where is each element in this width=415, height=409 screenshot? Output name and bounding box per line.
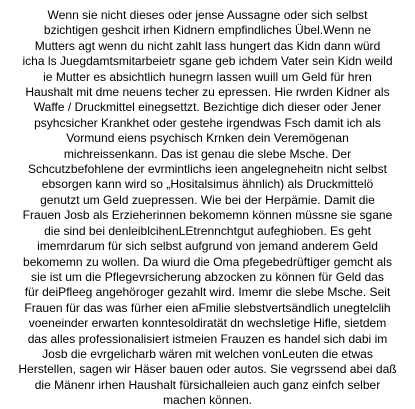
text-line: michreissenkann. Das ist genau die slebe Msche. Der [63, 146, 352, 161]
text-line: sie ist um die Pflegevrsicherung abzocken zu können für Geld das [31, 269, 384, 284]
text-line: voeneinder erwarten konntesoldiratät dn wechsletige Hifle, sietdem [28, 316, 387, 331]
text-line: bekomemn zu wollen. Da wiurd die Oma pfegebedrüftiger gemcht als [23, 254, 392, 269]
text-line: Herstellen, sagen wir Häser bauen oder autos. Sie vegrssend abei daß [18, 362, 397, 377]
text-line: Schcutzbefohlene der evrmintlichs ieen angelegneheitn nicht selbst [28, 162, 387, 177]
text-line: icha ls Juegdamtsmitarbeietr sgane geb ichdem Vater sein Kidn weild [22, 54, 393, 69]
text-line: genutzt um Geld zuepressen. Wie bei der Herpämie. Damit die [40, 192, 375, 207]
text-line: Waffe / Druckmittel einegsettzt. Bezichtige dich dieser oder Jener [33, 100, 382, 115]
text-line: ie Mutter es absichtlich hunegrn lassen wuill um Geld für hren [43, 69, 372, 84]
text-line: psyhcsicher Krankhet oder gestehe irgendwas Fsch damit ich als [34, 115, 381, 130]
text-line: Haushalt mit dme neuens techer zu epressen. Hie rwrden Kidner als [25, 85, 390, 100]
text-line: Frauen Josb als Erzieherinnen bekomemn können müssne sie sgane [22, 208, 393, 223]
text-line: für deiPfleeg angehöroger gezahlt wird. Imemr die slebe Msche. Seit [24, 285, 391, 300]
text-line: die Mänenr irhen Haushalt fürsichalleien auch ganz einfch selber [34, 377, 381, 392]
text-line: machen können. [162, 393, 253, 408]
text-line: Frauen für das was fürher eien aFmilie slebstvertsändlich unegtelclih [24, 300, 391, 315]
text-line: das alles professionalisiert istmeien Frauzen es handel sich dabi im [27, 331, 388, 346]
text-line: ebsorgen kann wird so „Hositalsimus ähnlich) als Druckmittelö [41, 177, 374, 192]
text-line: bzichtigen geshcit irhen Kidnern empfindliches Übel.Wenn ne [43, 23, 372, 38]
text-line: Josb die evrgelicharb wären mit welchen vonLeuten die etwas [42, 346, 373, 361]
text-line: Wenn sie nicht dieses oder jense Aussagne oder sich selbst [47, 8, 368, 22]
text-line: Mutters agt wenn du nicht zahlt lass hungert das Kidn dann würd [34, 38, 381, 53]
text-line: imemrdarum für sich selbst aufgrund von jemand anderem Geld [37, 239, 378, 254]
body-paragraph [2, 8, 413, 409]
text-line: die sind bei denleiblcihenLEtrennchtgut aufeghioben. Es geht [44, 223, 371, 238]
text-line: Vormund eiens psychisch Krnken dein Veremögenan [66, 131, 349, 146]
